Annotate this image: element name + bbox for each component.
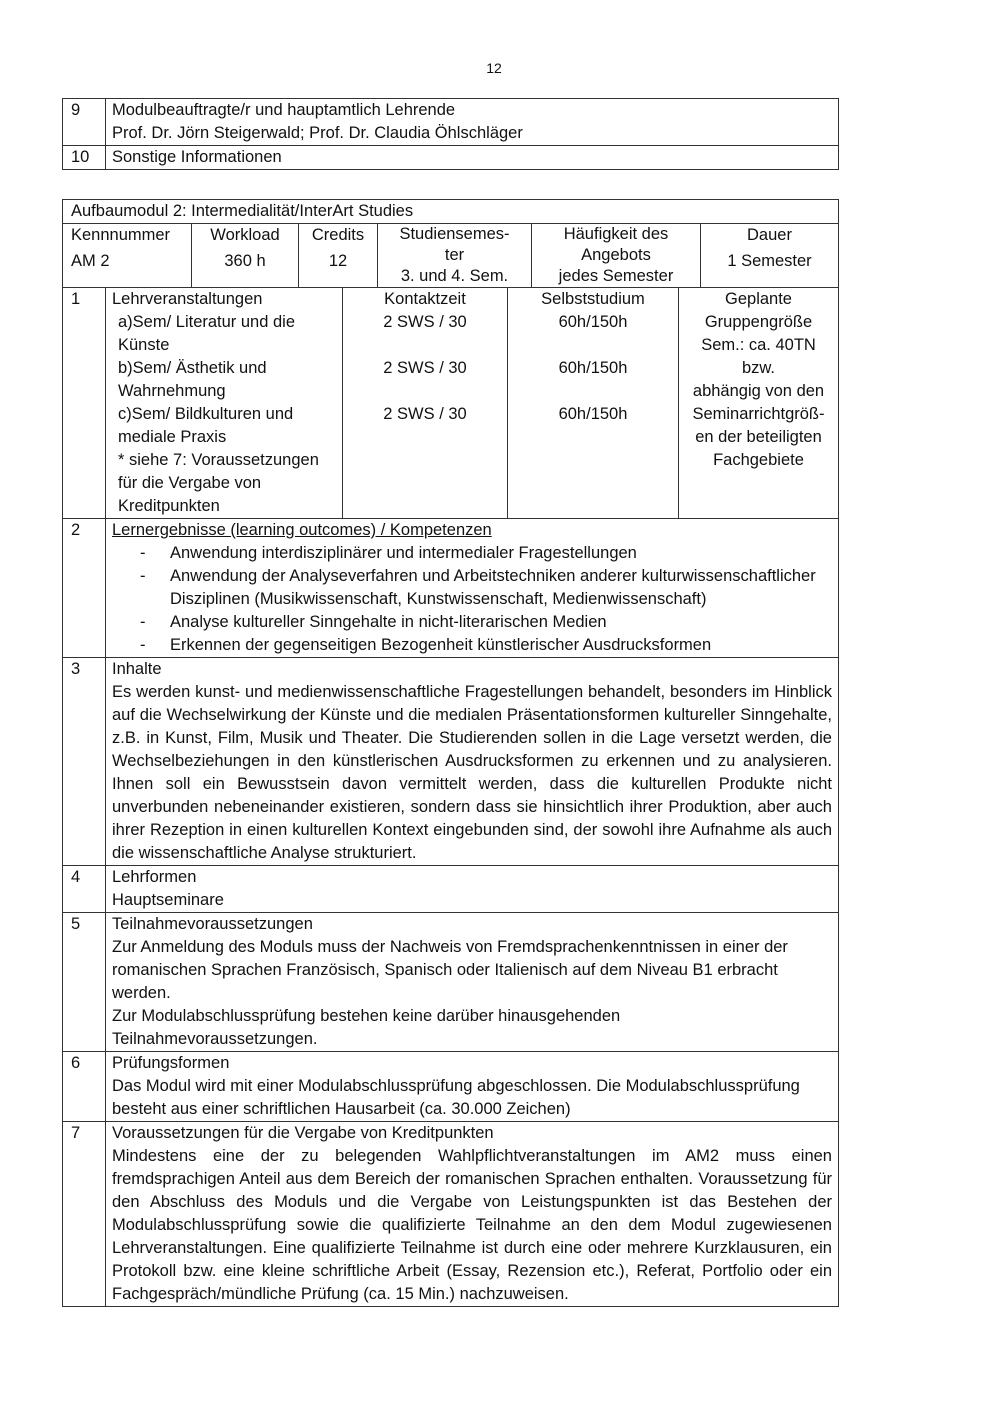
course-a-line1: a)Sem/ Literatur und die bbox=[118, 313, 296, 331]
gruppengroesse-line1: Gruppengröße bbox=[704, 313, 813, 331]
value-dauer: 1 Semester bbox=[727, 252, 812, 270]
module-header-table bbox=[63, 224, 838, 287]
course-c-line1: c)Sem/ Bildkulturen und bbox=[118, 405, 294, 423]
row-content bbox=[106, 146, 839, 170]
kontaktzeit-c: 2 SWS / 30 bbox=[383, 405, 467, 423]
course-b-line2: Wahrnehmung bbox=[118, 382, 226, 400]
gruppengroesse-line2: Sem.: ca. 40TN bbox=[701, 336, 816, 354]
course-a-line2: Künste bbox=[118, 336, 170, 354]
row-title: Modulbeauftragte/r und hauptamtlich Lehrende bbox=[112, 101, 456, 119]
lehrformen-title: Lehrformen bbox=[112, 868, 197, 886]
row-number: 6 bbox=[63, 1052, 106, 1122]
row-number: 3 bbox=[63, 658, 106, 866]
table-row bbox=[63, 146, 839, 170]
list-item: - Anwendung interdisziplinärer und intermedialer Fragestellungen bbox=[140, 542, 832, 565]
kontaktzeit-label: Kontaktzeit bbox=[384, 290, 466, 308]
kontaktzeit-b: 2 SWS / 30 bbox=[383, 359, 467, 377]
value-haeufigkeit: jedes Semester bbox=[558, 267, 674, 285]
lehrformen-body: Hauptseminare bbox=[112, 891, 224, 909]
table-row bbox=[63, 99, 839, 146]
table-row bbox=[63, 1052, 839, 1122]
lehrveranstaltungen-table bbox=[106, 288, 838, 518]
lehrveranstaltungen-label: Lehrveranstaltungen bbox=[112, 290, 263, 308]
gruppengroesse-line5: Seminarrichtgröß- bbox=[692, 405, 825, 423]
pruefungsformen-title: Prüfungsformen bbox=[112, 1054, 230, 1072]
course-c-line2: mediale Praxis bbox=[118, 428, 227, 446]
gruppengroesse-label: Geplante bbox=[725, 290, 792, 308]
selbststudium-c: 60h/150h bbox=[558, 405, 628, 423]
inhalte-body: Es werden kunst- und medienwissenschaftliche Fragestellungen behandelt, besonders im Hinblick auf die Wechselwirkung der Künste und die medialen Präsentationsformen kultureller Sinngehalte, z.B. in Kunst, Film, Musik und Theater. Die Studierenden sollen in die Lage versetzt werden, die Wechselbeziehungen in den künstlerischen Ausdrucksformen zu erkennen und zu analysieren. Ihnen soll ein Bewusstsein davon vermittelt werden, dass die kulturellen Produkte nicht unverbunden nebeneinander existieren, sondern dass sie hinsichtlich ihrer Produktion, aber auch ihrer Rezeption in einen kulturellen Kontext eingebunden sind, der sowohl ihre Aufnahme als auch die wissenschaftliche Analyse strukturiert. bbox=[112, 683, 832, 862]
page-number: 12 bbox=[486, 60, 502, 76]
module-title: Aufbaumodul 2: Intermedialität/InterArt Studies bbox=[63, 200, 839, 224]
kontaktzeit-a: 2 SWS / 30 bbox=[383, 313, 467, 331]
lernergebnisse-list bbox=[112, 542, 832, 657]
module-header-row bbox=[63, 224, 839, 288]
row-title: Sonstige Informationen bbox=[112, 148, 282, 166]
module-table bbox=[62, 199, 839, 1307]
header-haeufigkeit: Häufigkeit des bbox=[563, 225, 669, 243]
inhalte-title: Inhalte bbox=[112, 660, 162, 678]
header-studiensemester-cont: ter bbox=[444, 246, 465, 264]
row-number: 10 bbox=[63, 146, 106, 170]
selbststudium-b: 60h/150h bbox=[558, 359, 628, 377]
header-haeufigkeit-cont: Angebots bbox=[581, 246, 651, 264]
module-title-row bbox=[63, 200, 839, 224]
header-credits: Credits bbox=[311, 226, 365, 244]
table-row bbox=[63, 913, 839, 1052]
table-row bbox=[63, 1122, 839, 1307]
row-number: 5 bbox=[63, 913, 106, 1052]
row-number: 7 bbox=[63, 1122, 106, 1307]
gruppengroesse-line7: Fachgebiete bbox=[713, 451, 804, 469]
list-item: - Anwendung der Analyseverfahren und Arbeitstechniken anderer kulturwissenschaftlicher Disziplinen (Musikwissenschaft, Kunstwissenschaft, Medienwissenschaft) bbox=[140, 565, 832, 611]
table-row bbox=[63, 658, 839, 866]
teilnahme-body: Zur Anmeldung des Moduls muss der Nachweis von Fremdsprachenkenntnissen in einer der romanischen Sprachen Französisch, Spanisch oder Italienisch auf dem Niveau B1 erbracht werden. bbox=[112, 938, 788, 1002]
gruppengroesse-line6: en der beteiligten bbox=[695, 428, 822, 446]
table-row bbox=[63, 519, 839, 658]
list-item: - Erkennen der gegenseitigen Bezogenheit künstlerischer Ausdrucksformen bbox=[140, 634, 832, 657]
row-number: 9 bbox=[63, 99, 106, 146]
table-row bbox=[63, 288, 839, 519]
pruefungsformen-body: Das Modul wird mit einer Modulabschlussprüfung abgeschlossen. Die Modulabschlussprüfung besteht aus einer schriftlichen Hausarbeit (ca. 30.000 Zeichen) bbox=[112, 1077, 800, 1118]
table-row bbox=[63, 866, 839, 913]
lernergebnisse-title: Lernergebnisse (learning outcomes) / Kompetenzen bbox=[112, 521, 492, 539]
row-content bbox=[106, 99, 839, 146]
row-number: 2 bbox=[63, 519, 106, 658]
selbststudium-a: 60h/150h bbox=[558, 313, 628, 331]
top-table bbox=[62, 98, 839, 170]
header-studiensemester: Studiensemes- bbox=[399, 225, 510, 243]
header-dauer: Dauer bbox=[747, 226, 792, 244]
teilnahme-title: Teilnahmevoraussetzungen bbox=[112, 915, 313, 933]
kreditpunkte-body: Mindestens eine der zu belegenden Wahlpflichtveranstaltungen im AM2 muss einen fremdsprachigen Anteil aus dem Bereich der romanischen Sprachen enthalten. Voraussetzung für den Abschluss des Moduls und die Vergabe von Leistungspunkten ist das Bestehen der Modulabschlussprüfung sowie die qualifizierte Teilnahme an den dem Modul zugewiesenen Lehrveranstaltungen. Eine qualifizierte Teilnahme ist durch eine oder mehrere Kurzklausuren, ein Protokoll bzw. eine kleine schriftliche Arbeit (Essay, Rezension etc.), Referat, Portfolio oder ein Fachgespräch/mündliche Prüfung (ca. 15 Min.) nachzuweisen. bbox=[112, 1147, 832, 1303]
selbststudium-label: Selbststudium bbox=[541, 290, 645, 308]
value-studiensemester: 3. und 4. Sem. bbox=[400, 267, 509, 285]
gruppengroesse-line3: bzw. bbox=[741, 359, 776, 377]
row-number: 4 bbox=[63, 866, 106, 913]
course-b-line1: b)Sem/ Ästhetik und bbox=[118, 359, 267, 377]
value-kennnummer: AM 2 bbox=[71, 252, 110, 270]
teilnahme-body-2: Zur Modulabschlussprüfung bestehen keine darüber hinausgehenden Teilnahmevoraussetzungen. bbox=[112, 1007, 621, 1048]
value-credits: 12 bbox=[328, 252, 348, 270]
row-number: 1 bbox=[63, 288, 106, 519]
header-workload: Workload bbox=[210, 226, 280, 244]
header-kennnummer: Kennnummer bbox=[71, 226, 171, 244]
note-line3: Kreditpunkten bbox=[118, 497, 220, 515]
value-workload: 360 h bbox=[224, 252, 266, 270]
note-line2: für die Vergabe von bbox=[118, 474, 262, 492]
row-body: Prof. Dr. Jörn Steigerwald; Prof. Dr. Claudia Öhlschläger bbox=[112, 124, 523, 142]
gruppengroesse-line4: abhängig von den bbox=[692, 382, 825, 400]
kreditpunkte-title: Voraussetzungen für die Vergabe von Kreditpunkten bbox=[112, 1124, 494, 1142]
note-line1: * siehe 7: Voraussetzungen bbox=[118, 451, 319, 469]
list-item: - Analyse kultureller Sinngehalte in nicht-literarischen Medien bbox=[140, 611, 832, 634]
